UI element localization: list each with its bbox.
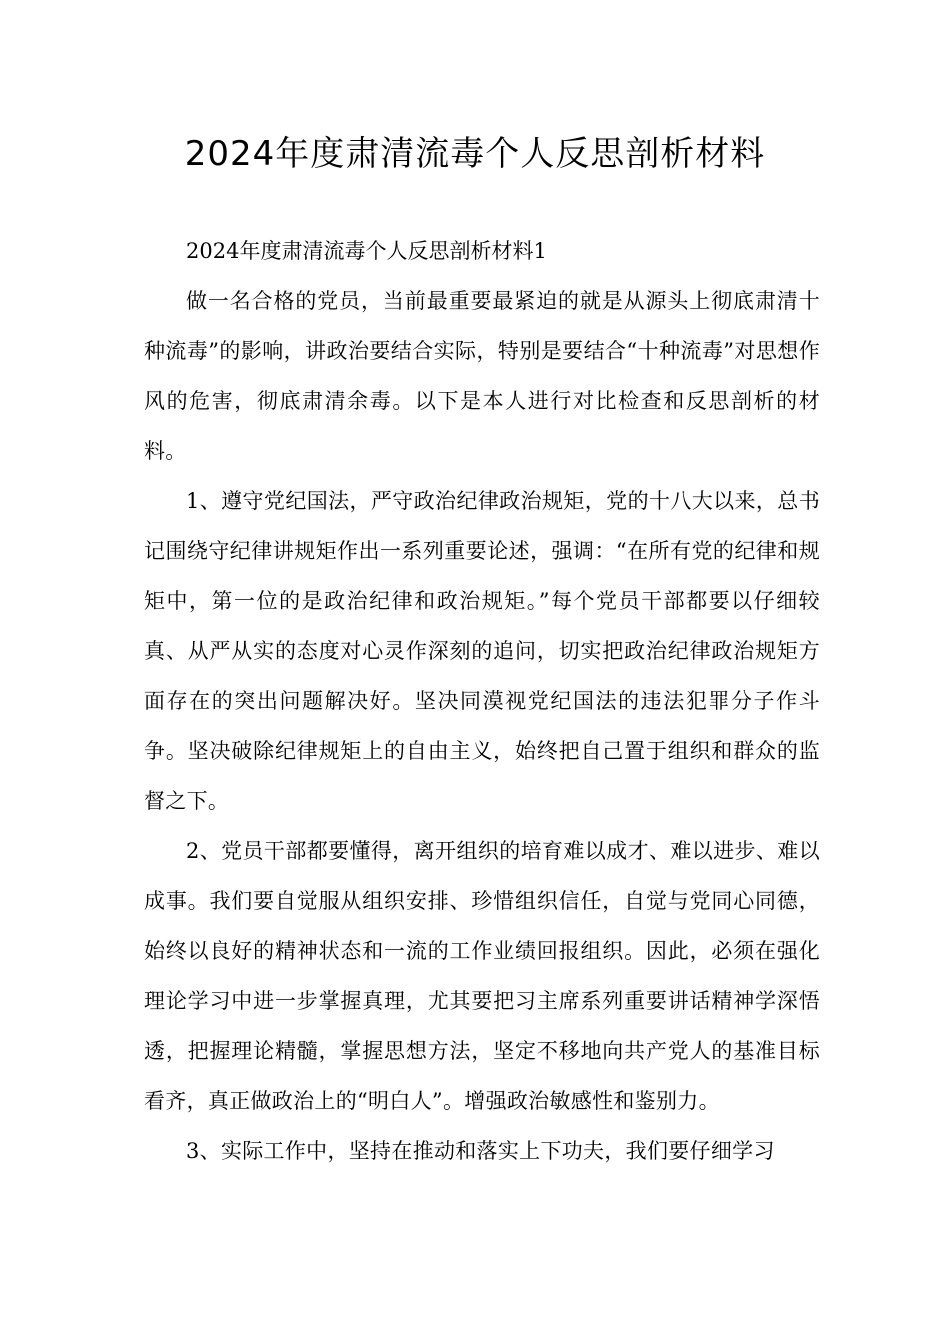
paragraph-intro: 做一名合格的党员，当前最重要最紧迫的就是从源头上彻底肃清十种流毒”的影响，讲政治要结合实际，特别是要结合“十种流毒”对思想作风的危害，彻底肃清余毒。以下是本人进行对比检查和反思剖析的材料。 (144, 289, 820, 463)
paragraph-point-3: 3、实际工作中，坚持在推动和落实上下功夫，我们要仔细学习 (186, 1139, 775, 1163)
paragraph-point-1: 1、遵守党纪国法，严守政治纪律政治规矩，党的十八大以来，总书记围绕守纪律讲规矩作出一系列重要论述，强调：“在所有党的纪律和规矩中，第一位的是政治纪律和政治规矩。”每个党员干部都要以仔细较真、从严从实的态度对心灵作深刻的追问，切实把政治纪律政治规矩方面存在的突出问题解决好。坚决同漠视党纪国法的违法犯罪分子作斗争。坚决破除纪律规矩上的自由主义，始终把自己置于组织和群众的监督之下。 (144, 489, 820, 813)
section-heading: 2024年度肃清流毒个人反思剖析材料1 (186, 239, 547, 263)
paragraph-point-2: 2、党员干部都要懂得，离开组织的培育难以成才、难以进步、难以成事。我们要自觉服从组织安排、珍惜组织信任，自觉与党同心同德，始终以良好的精神状态和一流的工作业绩回报组织。因此，必须在强化理论学习中进一步掌握真理，尤其要把习主席系列重要讲话精神学深悟透，把握理论精髓，掌握思想方法，坚定不移地向共产党人的基准目标看齐，真正做政治上的“明白人”。增强政治敏感性和鉴别力。 (144, 839, 820, 1113)
document-title: 2024年度肃清流毒个人反思剖析材料 (184, 134, 766, 174)
document-body (144, 226, 820, 1176)
